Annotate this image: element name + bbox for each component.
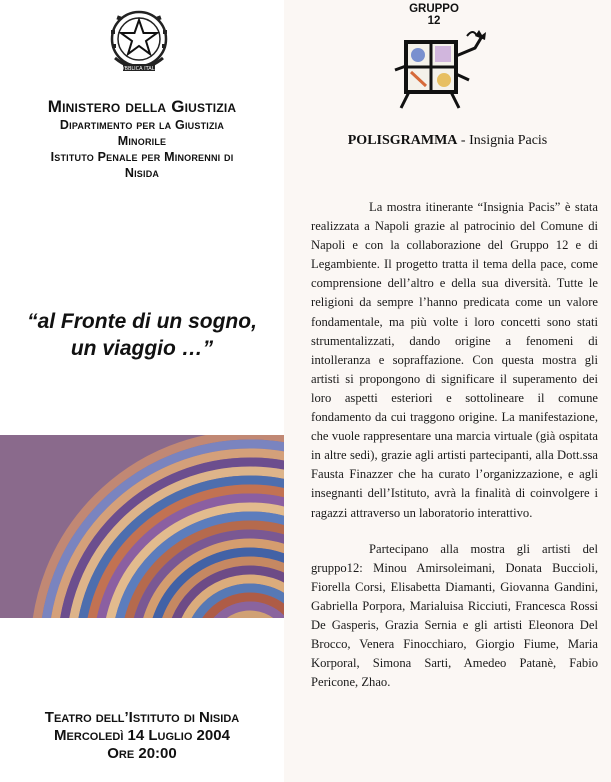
institute-location: Nisida xyxy=(124,166,160,180)
description-paragraph-2-text: Partecipano alla mostra gli artisti del gruppo12: Minou Amirsoleimani, Donata Buccioli, Fiorella Corsi, Elisabetta Diamanti, Giovanna Gandini, Gabriella Porpora, Marialuisa Ricciuti, Francesca Rossi De Gasperis, Grazia Sernia e gli artisti Eleonora Del Brocco, Venera Finocchiaro, Giorgio Fiume, Maria Korporal, Simona Sarti, Amedeo Patanè, Fabio Pericone, Zhao. xyxy=(311,541,598,690)
group-header xyxy=(384,3,484,27)
venue-info xyxy=(0,709,284,763)
description-paragraph-2 xyxy=(311,540,598,693)
left-panel xyxy=(0,0,284,782)
institute-name: Istituto Penale per Minorenni di xyxy=(50,150,234,164)
italian-republic-emblem-icon xyxy=(103,6,175,76)
svg-text:REPVBBLICA ITALIANA: REPVBBLICA ITALIANA xyxy=(111,66,167,72)
description-paragraph-1 xyxy=(311,198,598,523)
group-number: 12 xyxy=(427,15,441,27)
event-title xyxy=(0,308,284,362)
event-title-line-1: “al Fronte di un sogno, xyxy=(27,310,257,333)
rainbow-arcs-painting-icon xyxy=(0,435,284,618)
event-title-line-2: un viaggio …” xyxy=(70,337,214,360)
exhibition-title xyxy=(284,133,611,149)
ministry-name: Ministero della Giustizia xyxy=(47,97,237,116)
description-paragraph-1-text: La mostra itinerante “Insignia Pacis” è stata realizzata a Napoli grazie al patrocinio del Comune di Napoli e con la collaborazione del Gruppo 12 e di Legambiente. Il progetto tratta il tema della pace, come comprensione dell’altro e della sua diversità. Tutte le religioni da sempre l’hanno predicata come un valore fondamentale, ma più volte i loro concetti sono stati strumentalizzati, dando origine a fenomeni di intolleranza e sopraffazione. Con questa mostra gli artisti si propongono di significare il superamento dei loro aspetti esteriori e sottolineare il comune fondamento da cui traggono origine. La manifestazione, che vuole rappresentare una marcia virtuale (già ospitata in altre sedi), grazie agli artisti partecipanti, alla Dott.ssa Fausta Finazzer che ha curato l’organizzazione, e agli insegnanti dell’Istituto, avrà la finalità di coinvolgere i ragazzi attraverso un laboratorio interattivo. xyxy=(311,200,598,520)
exhibition-title-sub: - Insignia Pacis xyxy=(457,133,548,148)
group-label: GRUPPO xyxy=(409,3,459,15)
department-name-cont: Minorile xyxy=(117,134,167,148)
event-time: Ore 20:00 xyxy=(107,745,177,762)
event-date: Mercoledì 14 Luglio 2004 xyxy=(54,727,230,744)
gruppo12-logo-icon xyxy=(389,26,489,112)
ministry-header xyxy=(0,97,284,181)
venue-name: Teatro dell’Istituto di Nisida xyxy=(44,709,240,726)
department-name: Dipartimento per la Giustizia xyxy=(59,118,225,132)
exhibition-title-main: POLISGRAMMA xyxy=(347,133,458,148)
exhibition-description xyxy=(311,198,598,692)
